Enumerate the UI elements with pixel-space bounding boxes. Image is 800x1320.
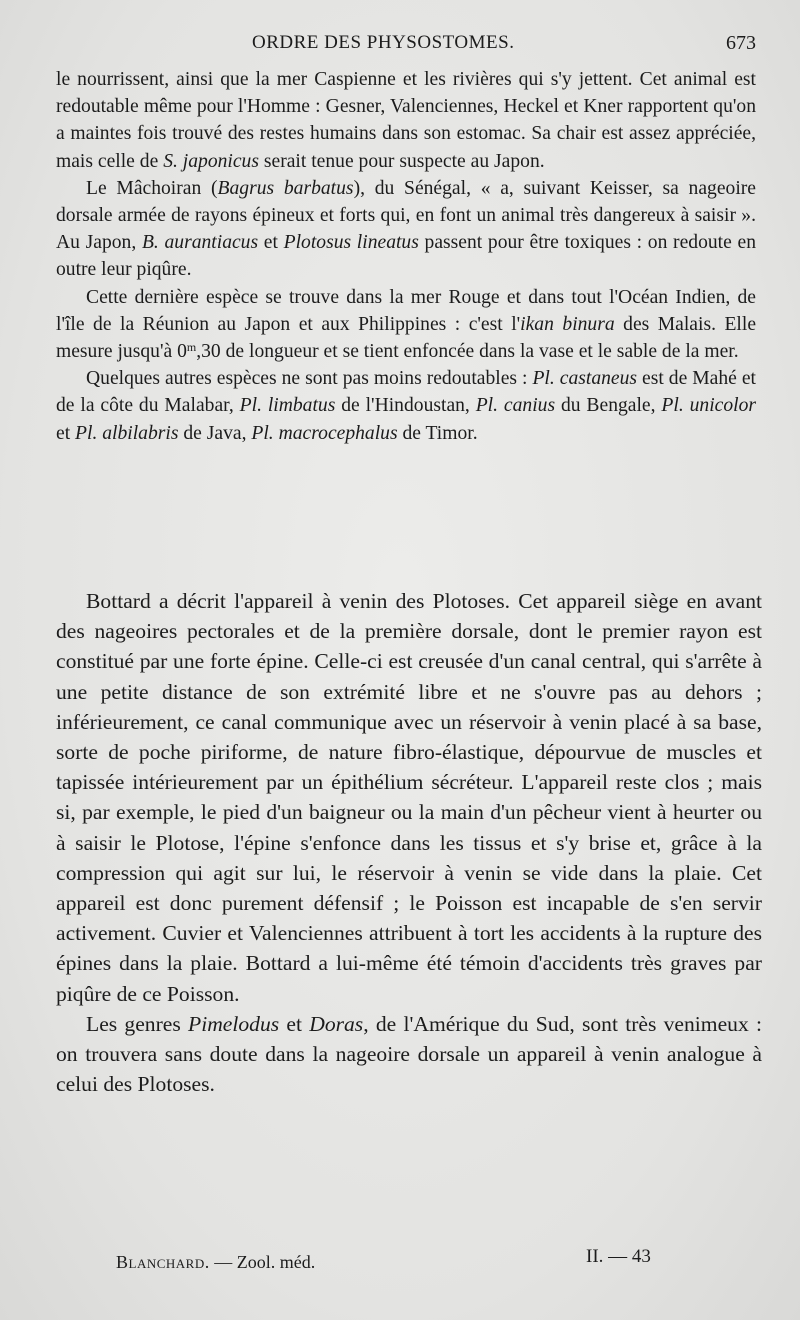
page-footer — [56, 1246, 756, 1282]
species-name: Pl. albilabris — [75, 422, 179, 444]
paragraph: Le Mâchoiran (Bagrus barbatus), du Sénégal, « a, suivant Keisser, sa nageoire dorsale armée de rayons épineux et forts qui, en font un animal très dangereux à saisir ». Au Japon, B. aurantiacus et Plotosus lineatus passent pour être toxiques : on redoute en outre leur piqûre. — [56, 177, 756, 281]
species-name: Pl. canius — [475, 395, 556, 417]
paragraph: Cette dernière espèce se trouve dans la mer Rouge et dans tout l'Océan Indien, de l'île de la Réunion au Japon et aux Philippines : c'est l'ikan binura des Malais. Elle mesure jusqu'à 0$^m$,30 de longueur et se tient enfoncée dans la vase et le sable de la mer. — [56, 286, 757, 363]
paragraph: Les genres Pimelodus et Doras, de l'Amérique du Sud, sont très venimeux : on trouvera sans doute dans la nageoire dorsale un appareil à venin analogue à celui des Plotoses. — [56, 1011, 762, 1097]
species-name: Pl. castaneus — [532, 368, 638, 390]
book-signature: Blanchard. — Zool. méd. — [116, 1252, 316, 1272]
genus-name: Doras — [309, 1011, 364, 1036]
species-name: B. aurantiacus — [141, 232, 259, 254]
species-name: ikan binura — [520, 313, 615, 335]
running-head — [56, 28, 756, 58]
species-name: Plotosus lineatus — [283, 232, 419, 254]
species-name: Pl. unicolor — [661, 395, 757, 417]
large-print-section — [56, 586, 762, 1099]
species-name: Pl. macrocephalus — [251, 422, 398, 444]
small-print-section — [56, 66, 756, 447]
paragraph: Quelques autres espèces ne sont pas moins redoutables : Pl. castaneus est de Mahé et de la côte du Malabar, Pl. limbatus de l'Hindoustan, Pl. canius du Bengale, Pl. unicolor et Pl. albilabris de Java, Pl. macrocephalus de Timor. — [56, 368, 757, 444]
running-title: ORDRE DES PHYSOSTOMES. — [252, 32, 515, 53]
paragraph: Bottard a décrit l'appareil à venin des Plotoses. Cet appareil siège en avant des nageoires pectorales et de la première dorsale, dont le premier rayon est constitué par une forte épine. Celle-ci est creusée d'un canal central, qui s'arrête à une petite distance de son extrémité libre et ne s'ouvre pas au dehors ; inférieurement, ce canal communique avec un réservoir à venin placé à sa base, sorte de poche piriforme, de nature fibro-élastique, dépourvue de muscles et tapissée intérieurement par un épithélium sécréteur. L'appareil reste clos ; mais si, par exemple, le pied d'un baigneur ou la main d'un pêcheur vient à heurter ou à saisir le Plotose, l'épine s'enfonce dans les tissus et s'y brise et, grâce à la compression qui agit sur lui, le réservoir à venin se vide dans la plaie. Cet appareil est donc purement défensif ; le Poisson est incapable de s'en servir activement. Cuvier et Valenciennes attribuent à tort les accidents à la rupture des épines dans la plaie. Bottard a lui-même été témoin d'accidents très graves par piqûre de ce Poisson. — [56, 589, 762, 1006]
species-name: Pl. limbatus — [239, 395, 336, 417]
species-name: S. japonicus — [163, 150, 259, 172]
page-number: 673 — [726, 32, 756, 54]
sheet-signature: II. — 43 — [586, 1246, 651, 1267]
species-name: Bagrus barbatus — [217, 177, 354, 199]
genus-name: Pimelodus — [188, 1011, 280, 1036]
paragraph: le nourrissent, ainsi que la mer Caspienne et les rivières qui s'y jettent. Cet animal est redoutable même pour l'Homme : Gesner, Valenciennes, Heckel et Kner rapportent qu'on a maintes fois trouvé des restes humains dans son estomac. Sa chair est assez appréciée, mais celle de S. japonicus serait tenue pour suspecte au Japon. — [56, 69, 756, 172]
